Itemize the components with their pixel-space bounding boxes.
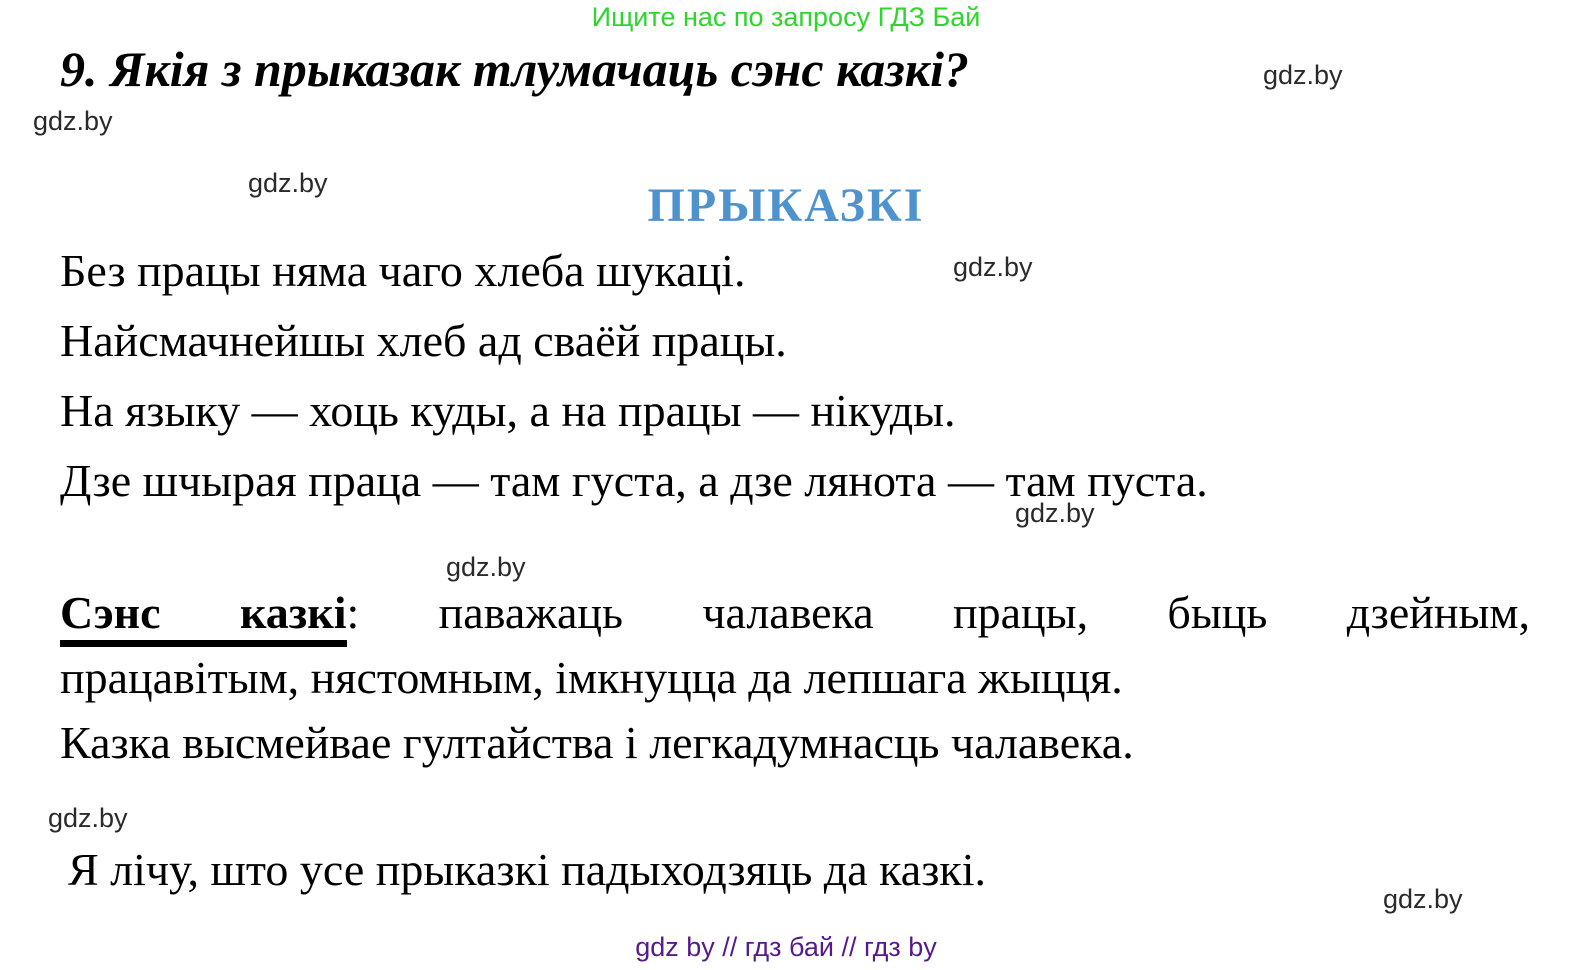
watermark-gdzby: gdz.by [446,552,526,582]
watermark-gdzby: gdz.by [33,106,113,136]
sense-line-2: працавітым, нястомным, імкнуцца да лепшага жыцця. [60,652,1123,703]
watermark-gdzby: gdz.by [1383,884,1463,914]
sense-paragraph [60,583,1530,778]
watermark-gdzby: gdz.by [1015,498,1095,528]
sense-line-1-rest: : паважаць чалавека працы, быць дзейным, [346,587,1530,638]
proverbs-section-title: ПРЫКАЗКІ [647,179,925,232]
proverb-line: Дзе шчырая праца — там густа, а дзе лянота — там пуста. [60,455,1208,506]
sense-line-3: Казка высмейвае гултайства і легкадумнасць чалавека. [60,717,1134,768]
sense-label: Сэнс казкі [60,587,347,647]
sense-line-1 [60,583,1530,648]
conclusion-line: Я лічу, што усе прыказкі падыходзяць да казкі. [68,844,987,895]
watermark-gdzby: gdz.by [953,252,1033,282]
footer-sites: gdz by // гдз бай // гдз by [635,932,937,962]
watermark-gdzby: gdz.by [248,168,328,198]
watermark-gdzby: gdz.by [48,803,128,833]
exercise-heading: 9. Якія з прыказак тлумачаць сэнс казкі? [60,41,969,97]
proverb-line: На языку — хоць куды, а на працы — нікуды. [60,385,956,436]
promo-banner: Ищите нас по запросу ГДЗ Бай [591,2,981,32]
proverb-line: Найсмачнейшы хлеб ад сваёй працы. [60,315,787,366]
proverb-line: Без працы няма чаго хлеба шукаці. [60,245,746,296]
watermark-gdzby: gdz.by [1263,60,1343,90]
